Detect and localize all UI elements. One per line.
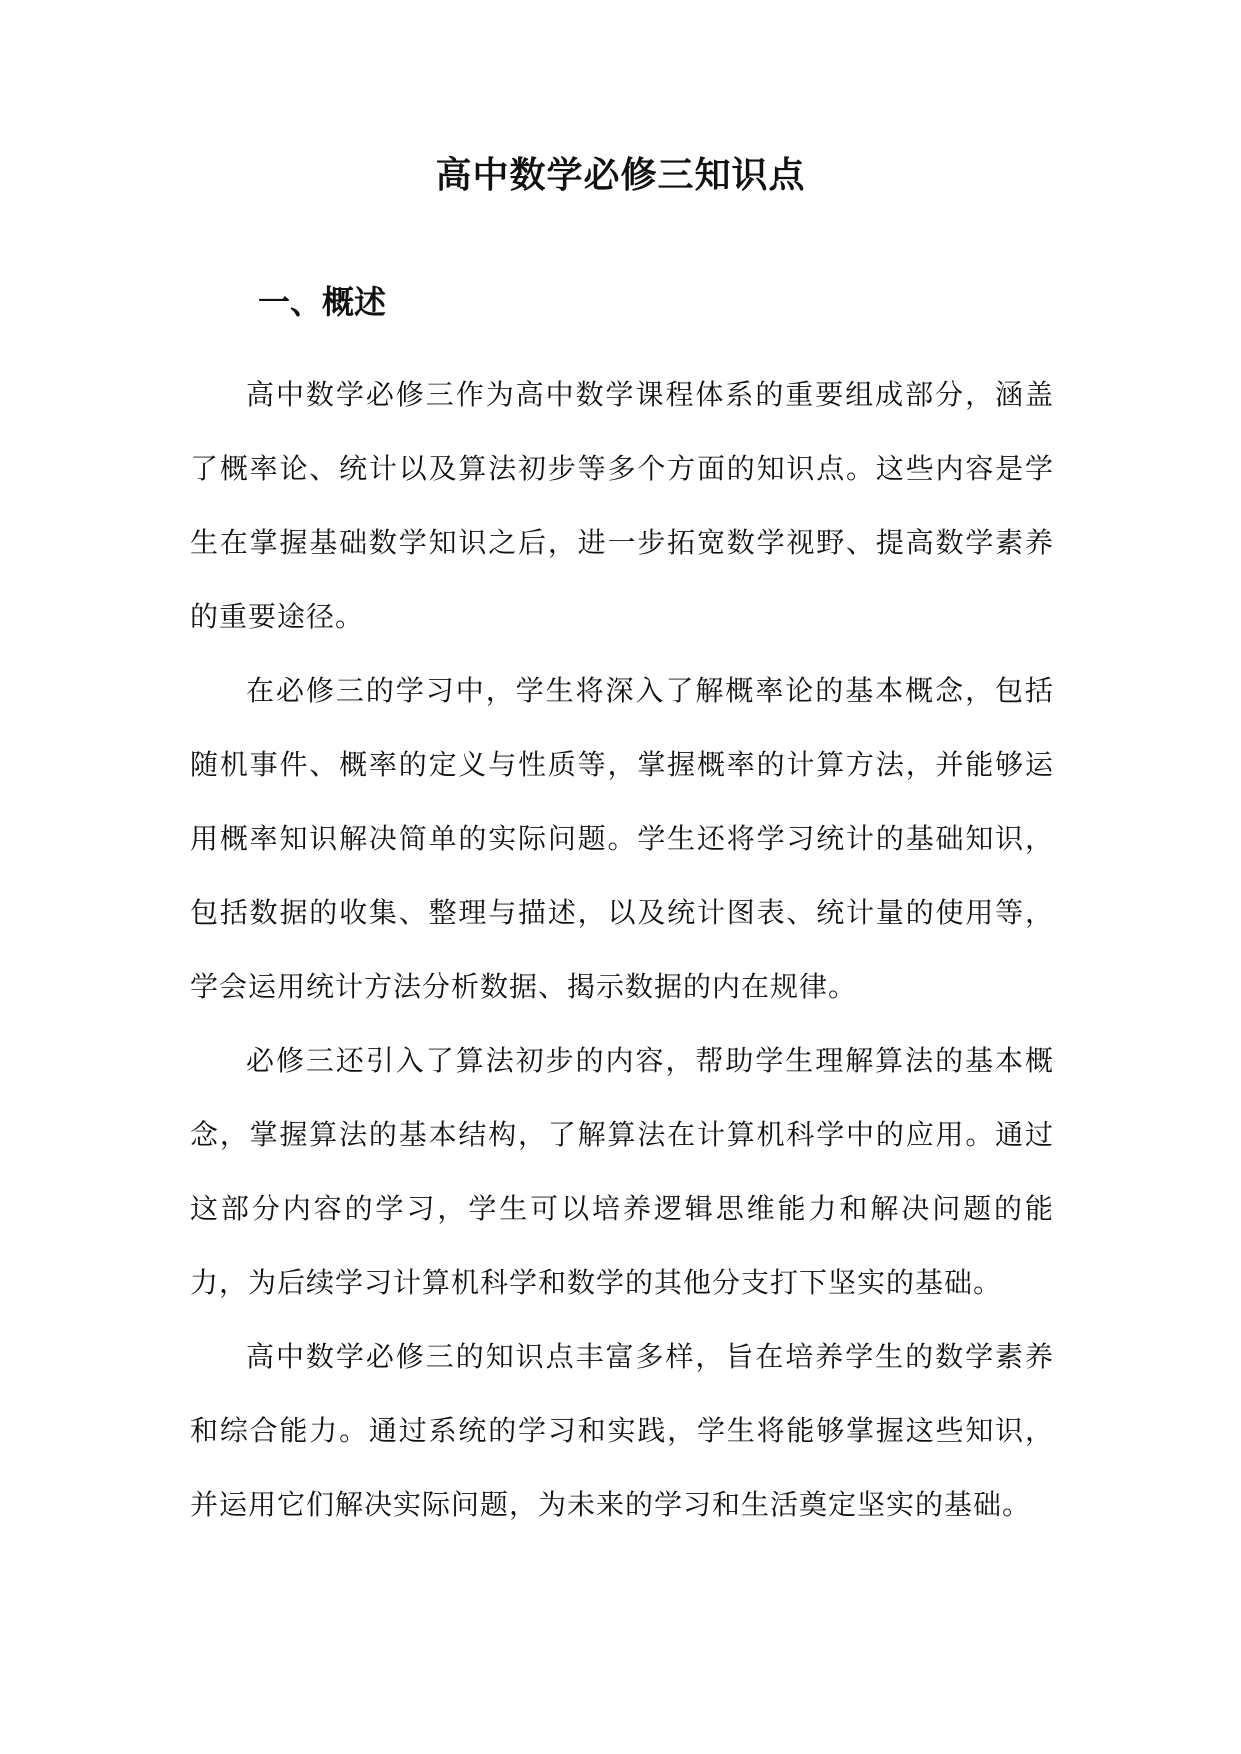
paragraph-4: 高中数学必修三的知识点丰富多样，旨在培养学生的数学素养和综合能力。通过系统的学习和实践，学生将能够掌握这些知识，并运用它们解决实际问题，为未来的学习和生活奠定坚实的基础。 [190,1340,1054,1521]
paragraph-3: 必修三还引入了算法初步的内容，帮助学生理解算法的基本概念，掌握算法的基本结构，了解算法在计算机科学中的应用。通过这部分内容的学习，学生可以培养逻辑思维能力和解决问题的能力，为后续学习计算机科学和数学的其他分支打下坚实的基础。 [190,1044,1054,1299]
paragraph-2: 在必修三的学习中，学生将深入了解概率论的基本概念，包括随机事件、概率的定义与性质等，掌握概率的计算方法，并能够运用概率知识解决简单的实际问题。学生还将学习统计的基础知识，包括数据的收集、整理与描述，以及统计图表、统计量的使用等，学会运用统计方法分析数据、揭示数据的内在规律。 [190,674,1054,1003]
section-heading: 一、概述 [258,283,387,321]
paragraph-1: 高中数学必修三作为高中数学课程体系的重要组成部分，涵盖了概率论、统计以及算法初步等多个方面的知识点。这些内容是学生在掌握基础数学知识之后，进一步拓宽数学视野、提高数学素养的重要途径。 [190,378,1054,633]
section-body [190,358,1054,1542]
page-title: 高中数学必修三知识点 [435,154,806,196]
